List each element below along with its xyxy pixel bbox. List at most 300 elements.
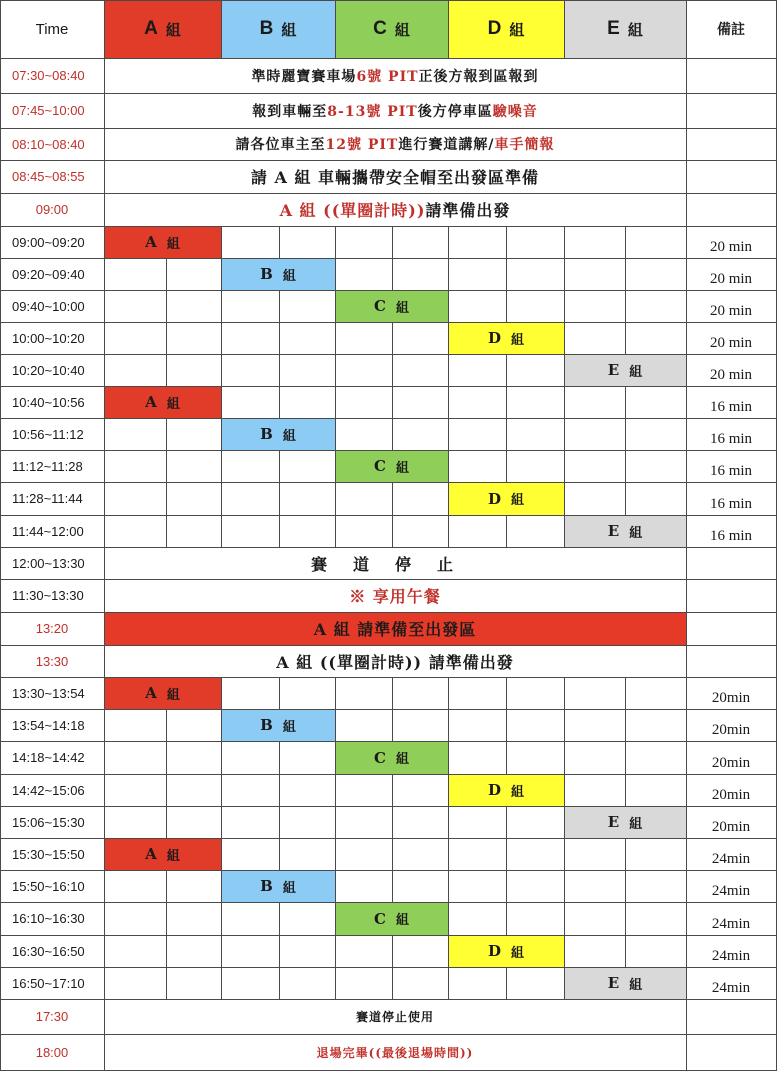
grid-col-line xyxy=(221,935,222,967)
row-time: 11:28~11:44 xyxy=(12,491,83,506)
slot-group-letter: C xyxy=(374,748,386,767)
announcement-text: 正後方報到區報到 xyxy=(418,68,539,85)
slot-group-label: 組 xyxy=(282,880,296,896)
grid-subcol-line xyxy=(625,677,626,709)
announcement-text: 準時麗寶賽車場 xyxy=(251,68,357,85)
slot-group-letter: B xyxy=(260,425,273,443)
grid-row-line xyxy=(0,806,777,807)
grid-col-line xyxy=(335,709,336,741)
grid-col-line xyxy=(221,967,222,999)
grid-row-line xyxy=(0,838,777,839)
slot-group-letter: D xyxy=(487,942,501,960)
grid-subcol-line xyxy=(506,290,507,322)
header-note: 備註 xyxy=(717,22,745,38)
grid-col-line xyxy=(335,418,336,450)
group-label: 組 xyxy=(165,20,181,39)
announcement-text: 6號 PIT xyxy=(356,68,419,85)
grid-row-line xyxy=(0,258,777,259)
grid-col-line xyxy=(221,902,222,935)
grid-col-line xyxy=(221,354,222,386)
row-time: 09:00~09:20 xyxy=(12,234,85,250)
row-note: 16 min xyxy=(709,463,753,479)
row-time: 07:30~08:40 xyxy=(12,68,85,83)
grid-row-line xyxy=(0,677,777,678)
grid-col-line xyxy=(564,967,565,999)
grid-subcol-line xyxy=(279,902,280,935)
grid-subcol-line xyxy=(166,482,167,515)
grid-subcol-line xyxy=(625,935,626,967)
grid-col-line xyxy=(335,290,336,322)
row-announcement xyxy=(104,999,686,1034)
grid-col-line xyxy=(335,386,336,418)
group-letter: D xyxy=(487,18,502,39)
row-note: 16 min xyxy=(709,399,753,415)
group-letter: E xyxy=(607,18,620,39)
grid-row-line xyxy=(0,774,777,775)
slot-group-label: 組 xyxy=(395,460,409,476)
slot-group-letter: A xyxy=(145,393,157,411)
row-time: 13:30~13:54 xyxy=(12,685,85,701)
grid-subcol-line xyxy=(279,386,280,418)
grid-subcol-line xyxy=(279,741,280,774)
row-time: 14:18~14:42 xyxy=(12,750,85,765)
grid-subcol-line xyxy=(279,354,280,386)
slot-group-letter: E xyxy=(607,813,620,831)
slot-group-e xyxy=(564,354,686,386)
slot-group-a xyxy=(104,226,221,258)
grid-subcol-line xyxy=(625,418,626,450)
row-note: 20 min xyxy=(709,335,753,351)
grid-subcol-line xyxy=(166,322,167,354)
grid-col-line xyxy=(221,806,222,838)
row-time: 11:44~12:00 xyxy=(12,523,84,539)
row-time: 13:54~14:18 xyxy=(12,717,85,733)
grid-subcol-line xyxy=(392,806,393,838)
grid-col-line xyxy=(221,870,222,902)
grid-subcol-line xyxy=(392,677,393,709)
grid-subcol-line xyxy=(625,838,626,870)
grid-row-line xyxy=(0,999,777,1000)
grid-subcol-line xyxy=(392,258,393,290)
grid-subcol-line xyxy=(506,741,507,774)
slot-group-label: 組 xyxy=(166,687,180,703)
grid-col-line xyxy=(448,322,449,354)
group-letter: C xyxy=(373,18,387,39)
row-time: 17:30 xyxy=(35,1009,69,1024)
grid-subcol-line xyxy=(392,935,393,967)
grid-row-line xyxy=(0,612,777,613)
grid-row-line xyxy=(0,290,777,291)
grid-subcol-line xyxy=(279,935,280,967)
grid-col-line xyxy=(335,870,336,902)
grid-subcol-line xyxy=(166,709,167,741)
row-note: 20min xyxy=(711,722,751,738)
row-time: 16:30~16:50 xyxy=(12,943,85,959)
grid-subcol-line xyxy=(506,354,507,386)
grid-subcol-line xyxy=(392,515,393,547)
slot-group-label: 組 xyxy=(166,848,180,864)
grid-col-line xyxy=(335,838,336,870)
grid-subcol-line xyxy=(625,741,626,774)
slot-group-b xyxy=(221,709,335,741)
header-group-d xyxy=(448,0,564,58)
slot-group-label: 組 xyxy=(629,816,643,832)
row-time: 14:42~15:06 xyxy=(12,782,85,798)
grid-col-line xyxy=(221,741,222,774)
slot-group-e xyxy=(564,515,686,547)
header-group-a xyxy=(104,0,221,58)
grid-subcol-line xyxy=(392,709,393,741)
slot-group-c xyxy=(335,450,448,482)
row-time: 10:20~10:40 xyxy=(12,362,85,378)
slot-group-d xyxy=(448,322,564,354)
announcement-text: 12號 PIT xyxy=(325,137,399,153)
row-time: 16:50~17:10 xyxy=(12,975,85,991)
header-time: Time xyxy=(35,20,69,38)
grid-subcol-line xyxy=(166,967,167,999)
row-time: 11:30~13:30 xyxy=(12,588,84,603)
slot-group-label: 組 xyxy=(395,752,409,767)
grid-col-line xyxy=(448,741,449,774)
grid-row-line xyxy=(0,547,777,548)
grid-row-line xyxy=(0,967,777,968)
grid-col-line xyxy=(564,870,565,902)
row-note: 24min xyxy=(711,916,751,932)
grid-col-line xyxy=(221,258,222,290)
slot-group-label: 組 xyxy=(282,268,296,284)
slot-group-label: 組 xyxy=(166,396,180,412)
grid-subcol-line xyxy=(392,870,393,902)
slot-group-b xyxy=(221,258,335,290)
row-time: 10:56~11:12 xyxy=(12,426,84,442)
row-announcement xyxy=(104,58,686,93)
grid-col-line xyxy=(448,354,449,386)
grid-col-line xyxy=(221,709,222,741)
slot-group-c xyxy=(335,741,448,774)
row-time: 09:20~09:40 xyxy=(12,266,85,282)
grid-col-line xyxy=(335,806,336,838)
row-announcement xyxy=(104,645,686,677)
row-time: 15:06~15:30 xyxy=(12,814,85,830)
grid-subcol-line xyxy=(625,322,626,354)
slot-group-label: 組 xyxy=(282,428,296,444)
slot-group-label: 組 xyxy=(511,784,525,800)
row-time: 07:45~10:00 xyxy=(12,103,85,118)
grid-col-line xyxy=(686,0,687,1071)
row-note: 20min xyxy=(711,787,751,803)
grid-row-line xyxy=(0,645,777,646)
slot-group-e xyxy=(564,967,686,999)
slot-group-a xyxy=(104,677,221,709)
grid-col-line xyxy=(221,838,222,870)
grid-col-line xyxy=(448,774,449,806)
grid-row-line xyxy=(0,709,777,710)
grid-row-line xyxy=(0,0,777,1)
slot-group-label: 組 xyxy=(395,913,409,928)
row-time: 13:30 xyxy=(35,653,69,669)
slot-group-label: 組 xyxy=(395,300,409,316)
slot-group-letter: B xyxy=(260,716,273,734)
grid-col-line xyxy=(335,258,336,290)
grid-subcol-line xyxy=(625,709,626,741)
grid-subcol-line xyxy=(506,258,507,290)
grid-subcol-line xyxy=(166,902,167,935)
grid-subcol-line xyxy=(279,774,280,806)
grid-row-line xyxy=(0,93,777,94)
grid-subcol-line xyxy=(625,290,626,322)
row-time: 10:00~10:20 xyxy=(12,330,85,346)
grid-subcol-line xyxy=(279,226,280,258)
announcement-text: 賽道停止使用 xyxy=(355,1010,434,1024)
grid-row-line xyxy=(0,482,777,483)
grid-subcol-line xyxy=(625,870,626,902)
group-label: 組 xyxy=(394,20,410,39)
grid-subcol-line xyxy=(506,709,507,741)
row-time: 11:12~11:28 xyxy=(12,458,83,474)
grid-col-line xyxy=(448,418,449,450)
grid-col-line xyxy=(221,677,222,709)
grid-col-line xyxy=(448,226,449,258)
grid-subcol-line xyxy=(166,290,167,322)
row-announcement xyxy=(104,93,686,128)
grid-col-line xyxy=(564,741,565,774)
grid-row-line xyxy=(0,322,777,323)
row-note: 16 min xyxy=(709,431,753,447)
grid-subcol-line xyxy=(625,258,626,290)
grid-col-line xyxy=(221,450,222,482)
row-announcement xyxy=(104,547,686,579)
slot-group-a xyxy=(104,386,221,418)
grid-subcol-line xyxy=(392,354,393,386)
grid-col-line xyxy=(564,226,565,258)
grid-col-line xyxy=(564,290,565,322)
grid-col-line xyxy=(335,677,336,709)
grid-col-line xyxy=(104,0,105,1071)
grid-subcol-line xyxy=(166,774,167,806)
slot-group-d xyxy=(448,774,564,806)
grid-col-line xyxy=(335,226,336,258)
announcement-text: 賽道停止 xyxy=(310,554,479,574)
slot-group-b xyxy=(221,418,335,450)
row-note: 24min xyxy=(711,851,751,867)
group-letter: B xyxy=(259,18,274,39)
grid-subcol-line xyxy=(506,418,507,450)
grid-subcol-line xyxy=(166,450,167,482)
grid-subcol-line xyxy=(506,386,507,418)
grid-col-line xyxy=(448,450,449,482)
slot-group-label: 組 xyxy=(629,525,643,541)
grid-subcol-line xyxy=(166,741,167,774)
slot-group-letter: B xyxy=(260,265,273,283)
grid-subcol-line xyxy=(625,450,626,482)
grid-subcol-line xyxy=(625,902,626,935)
grid-col-line xyxy=(221,0,222,58)
grid-subcol-line xyxy=(392,482,393,515)
grid-subcol-line xyxy=(506,226,507,258)
grid-col-line xyxy=(0,0,1,1071)
grid-row-line xyxy=(0,935,777,936)
grid-col-line xyxy=(221,418,222,450)
grid-subcol-line xyxy=(279,677,280,709)
announcement-text: A 組 ((單圈計時)) xyxy=(279,201,426,220)
grid-subcol-line xyxy=(166,806,167,838)
grid-col-line xyxy=(335,354,336,386)
header-group-e xyxy=(564,0,686,58)
grid-row-line xyxy=(0,354,777,355)
grid-subcol-line xyxy=(279,482,280,515)
row-note: 20 min xyxy=(709,239,753,255)
slot-group-letter: E xyxy=(607,974,620,992)
grid-col-line xyxy=(448,870,449,902)
slot-group-letter: C xyxy=(374,457,386,475)
group-label: 組 xyxy=(627,20,643,39)
slot-group-label: 組 xyxy=(511,332,525,348)
grid-col-line xyxy=(448,935,449,967)
grid-col-line xyxy=(221,515,222,547)
grid-subcol-line xyxy=(506,450,507,482)
grid-subcol-line xyxy=(506,677,507,709)
grid-row-line xyxy=(0,58,777,59)
slot-group-d xyxy=(448,935,564,967)
group-label: 組 xyxy=(281,20,297,39)
row-note: 24min xyxy=(711,948,751,964)
grid-col-line xyxy=(335,0,336,58)
grid-subcol-line xyxy=(166,258,167,290)
grid-row-line xyxy=(0,870,777,871)
slot-group-letter: A xyxy=(145,233,157,251)
row-note: 20 min xyxy=(709,271,753,287)
grid-subcol-line xyxy=(166,870,167,902)
grid-row-line xyxy=(0,128,777,129)
grid-subcol-line xyxy=(506,515,507,547)
row-time: 09:00 xyxy=(35,202,69,217)
grid-col-line xyxy=(564,935,565,967)
slot-group-label: 組 xyxy=(629,364,643,380)
grid-col-line xyxy=(564,322,565,354)
announcement-text: 退場完畢((最後退場時間)) xyxy=(316,1045,474,1060)
grid-col-line xyxy=(448,806,449,838)
grid-subcol-line xyxy=(279,290,280,322)
row-time: 13:20 xyxy=(35,621,69,636)
slot-group-label: 組 xyxy=(166,236,180,252)
announcement-text: 請各位車主至 xyxy=(235,137,326,153)
row-note: 16 min xyxy=(709,496,753,512)
grid-col-line xyxy=(564,806,565,838)
grid-col-line xyxy=(564,450,565,482)
grid-col-line xyxy=(564,838,565,870)
grid-subcol-line xyxy=(392,322,393,354)
grid-subcol-line xyxy=(625,774,626,806)
slot-group-d xyxy=(448,482,564,515)
slot-group-letter: C xyxy=(374,297,386,315)
header-group-b xyxy=(221,0,335,58)
grid-subcol-line xyxy=(279,322,280,354)
grid-col-line xyxy=(335,482,336,515)
grid-col-line xyxy=(335,902,336,935)
grid-col-line xyxy=(564,418,565,450)
grid-subcol-line xyxy=(166,354,167,386)
slot-group-c xyxy=(335,290,448,322)
slot-group-label: 組 xyxy=(629,977,643,993)
grid-col-line xyxy=(221,290,222,322)
grid-col-line xyxy=(335,322,336,354)
grid-col-line xyxy=(564,258,565,290)
grid-row-line xyxy=(0,226,777,227)
row-announcement xyxy=(104,193,686,226)
announcement-text: ※ 享用午餐 xyxy=(349,587,441,606)
grid-col-line xyxy=(335,515,336,547)
row-time: 16:10~16:30 xyxy=(12,911,85,926)
grid-col-line xyxy=(564,482,565,515)
grid-subcol-line xyxy=(279,806,280,838)
grid-subcol-line xyxy=(392,418,393,450)
announcement-text: 驗噪音 xyxy=(492,103,538,120)
grid-col-line xyxy=(564,709,565,741)
grid-subcol-line xyxy=(166,935,167,967)
grid-col-line xyxy=(448,838,449,870)
grid-row-line xyxy=(0,160,777,161)
grid-row-line xyxy=(0,193,777,194)
grid-row-line xyxy=(0,515,777,516)
row-note: 20min xyxy=(711,690,751,706)
grid-col-line xyxy=(448,515,449,547)
slot-group-label: 組 xyxy=(511,945,525,961)
grid-col-line xyxy=(335,450,336,482)
grid-subcol-line xyxy=(506,870,507,902)
grid-subcol-line xyxy=(625,386,626,418)
slot-group-label: 組 xyxy=(282,719,296,735)
grid-col-line xyxy=(564,354,565,386)
announcement-text: 車手簡報 xyxy=(494,137,555,153)
row-note: 20min xyxy=(711,755,751,771)
slot-group-letter: E xyxy=(607,522,620,540)
grid-row-line xyxy=(0,741,777,742)
row-announcement xyxy=(104,1034,686,1070)
grid-col-line xyxy=(335,774,336,806)
grid-col-line xyxy=(564,515,565,547)
row-time: 15:30~15:50 xyxy=(12,846,85,862)
grid-col-line xyxy=(448,967,449,999)
grid-col-line xyxy=(448,902,449,935)
grid-col-line xyxy=(448,386,449,418)
row-time: 12:00~13:30 xyxy=(12,555,85,571)
header-group-c xyxy=(335,0,448,58)
announcement-text: A 組 請準備至出發區 xyxy=(313,620,477,639)
slot-group-letter: B xyxy=(260,877,273,895)
grid-col-line xyxy=(335,741,336,774)
slot-group-b xyxy=(221,870,335,902)
announcement-text: 請準備出發 xyxy=(425,201,511,220)
slot-group-letter: A xyxy=(145,684,157,702)
grid-subcol-line xyxy=(506,806,507,838)
announcement-text: A 組 ((單圈計時)) 請準備出發 xyxy=(276,652,514,672)
row-time: 10:40~10:56 xyxy=(12,394,85,410)
grid-col-line xyxy=(448,709,449,741)
grid-col-line xyxy=(448,677,449,709)
grid-col-line xyxy=(448,258,449,290)
row-time: 15:50~16:10 xyxy=(12,878,85,894)
grid-col-line xyxy=(564,0,565,58)
announcement-text: 進行賽道講解/ xyxy=(398,137,495,153)
grid-row-line xyxy=(0,1034,777,1035)
row-time: 09:40~10:00 xyxy=(12,298,85,314)
row-announcement xyxy=(104,160,686,193)
grid-subcol-line xyxy=(625,482,626,515)
grid-col-line xyxy=(221,322,222,354)
grid-col-line xyxy=(564,902,565,935)
grid-col-line xyxy=(221,386,222,418)
row-announcement xyxy=(104,579,686,612)
